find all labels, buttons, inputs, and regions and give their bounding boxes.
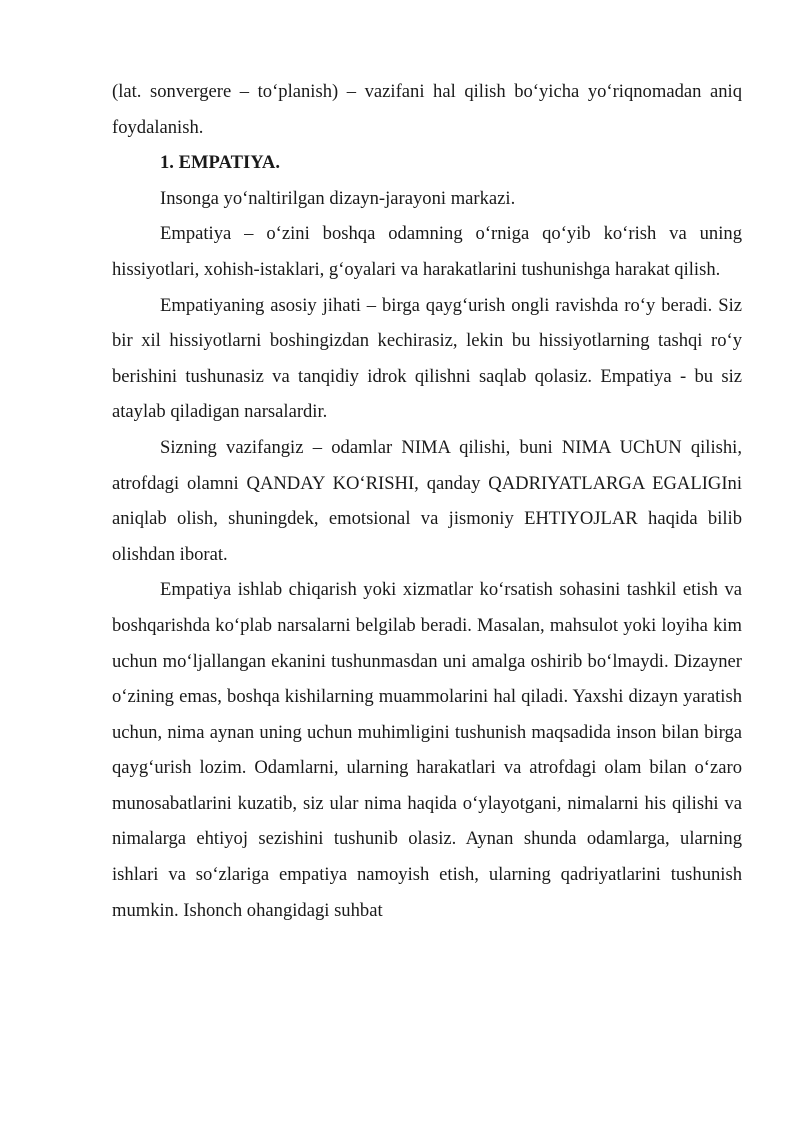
- paragraph: Empatiya – o‘zini boshqa odamning o‘rniga qo‘yib ko‘rish va uning hissiyotlari, xohish-istaklari, g‘oyalari va harakatlarini tushunishga harakat qilish.: [112, 223, 742, 280]
- paragraph-continuation: (lat. sonvergere – to‘planish) – vazifani hal qilish bo‘yicha yo‘riqnomadan aniq foydalanish.: [112, 81, 742, 138]
- paragraph: Sizning vazifangiz – odamlar NIMA qilishi, buni NIMA UChUN qilishi, atrofdagi olamni QANDAY KO‘RISHI, qanday QADRIYATLARGA EGALIGIni aniqlab olish, shuningdek, emotsional va jismoniy EHTIYOJLAR haqida bilib olishdan iborat.: [112, 436, 742, 565]
- paragraph: Insonga yo‘naltirilgan dizayn-jarayoni markazi.: [160, 187, 516, 209]
- section-heading: 1. EMPATIYA.: [160, 152, 281, 174]
- paragraph: Empatiya ishlab chiqarish yoki xizmatlar ko‘rsatish sohasini tashkil etish va boshqarishda ko‘plab narsalarni belgilab beradi. Masalan, mahsulot yoki loyiha kim uchun mo‘ljallangan ekanini tushunmasdan uni amalga oshirib bo‘lmaydi. Dizayner o‘zining emas, boshqa kishilarning muammolarini hal qiladi. Yaxshi dizayn yaratish uchun, nima aynan uning uchun muhimligini tushunish maqsadida inson bilan birga qayg‘urish lozim. Odamlarni, ularning harakatlari va atrofdagi olam bilan o‘zaro munosabatlarini kuzatib, siz ular nima haqida o‘ylayotgani, nimalarni his qilishi va nimalarga ehtiyoj sezishini tushunib olasiz. Aynan shunda odamlarga, ularning ishlari va so‘zlariga empatiya namoyish etish, ularning qadriyatlarini tushunish mumkin. Ishonch ohangidagi suhbat: [112, 579, 742, 921]
- paragraph: Empatiyaning asosiy jihati – birga qayg‘urish ongli ravishda ro‘y beradi. Siz bir xil hissiyotlarni boshingizdan kechirasiz, lekin bu hissiyotlarning tashqi ro‘y berishini tushunasiz va tanqidiy idrok qilishni saqlab qolasiz. Empatiya - bu siz ataylab qiladigan narsalardir.: [112, 294, 742, 423]
- document-page: [112, 74, 742, 928]
